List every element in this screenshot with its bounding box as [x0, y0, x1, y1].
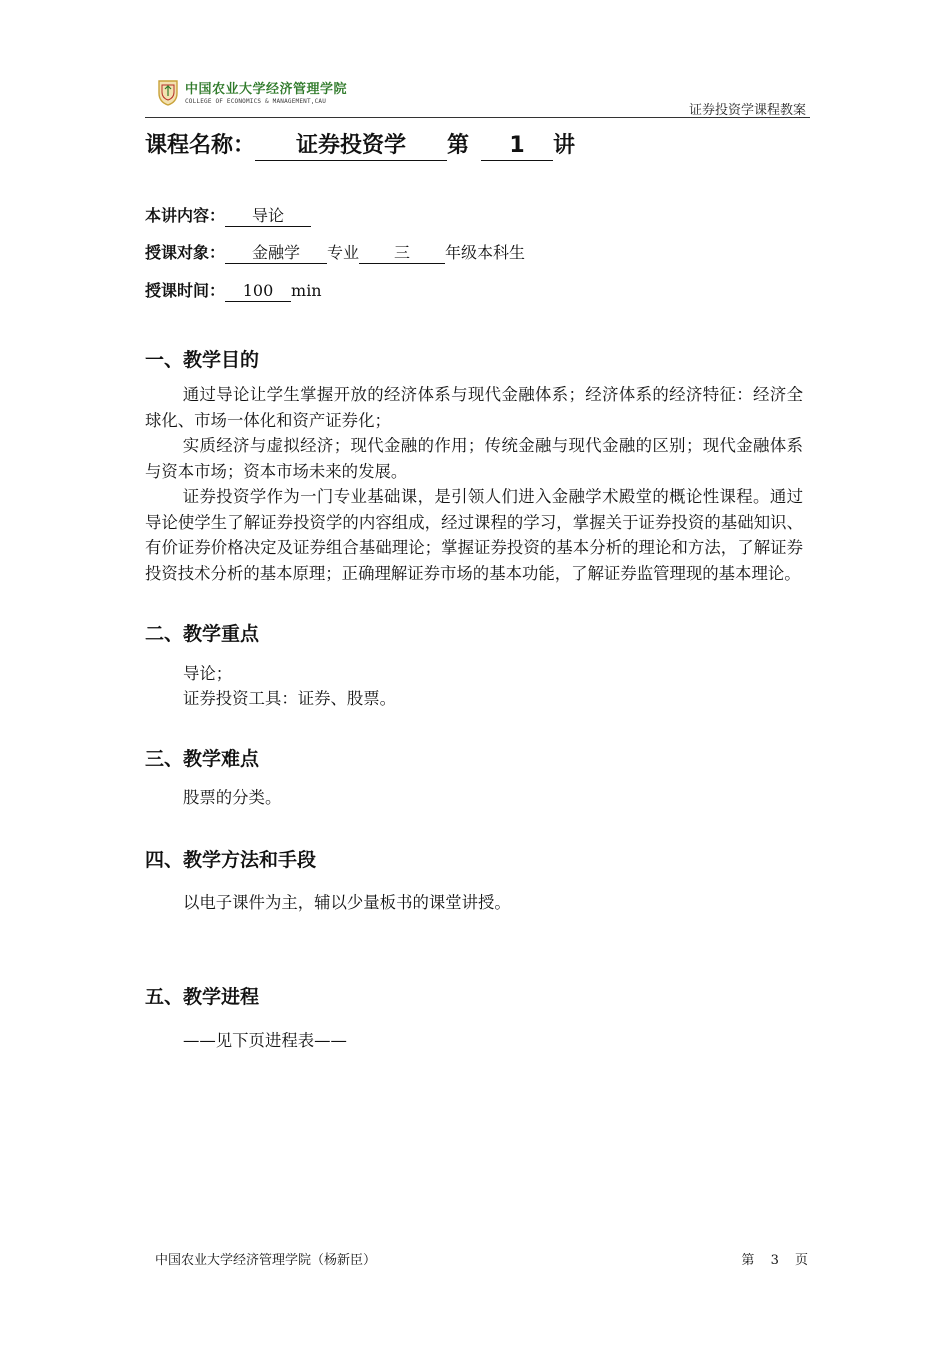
- lecture-time-field: [145, 278, 322, 302]
- lecture-suffix: 讲: [553, 133, 576, 158]
- audience-grade: 三: [359, 243, 445, 264]
- university-emblem-icon: [157, 78, 179, 106]
- audience-label: 授课对象：: [145, 243, 226, 262]
- document-label: 证券投资学课程教案: [688, 103, 806, 118]
- page-suffix: 页: [794, 1253, 808, 1268]
- content-label: 本讲内容：: [145, 206, 226, 225]
- course-name-label: 课程名称：: [145, 133, 256, 158]
- course-title-line: [145, 128, 575, 161]
- audience-major-suffix: 专业: [327, 243, 360, 262]
- lecture-prefix: 第: [447, 133, 470, 158]
- objectives-paragraph-1: 通过导论让学生掌握开放的经济体系与现代金融体系；经济体系的经济特征：经济全球化、市场一体化和资产证券化；: [145, 385, 803, 430]
- time-unit: min: [291, 281, 322, 300]
- page-header: [145, 72, 810, 120]
- section-methods-title: 四、教学方法和手段: [145, 849, 317, 871]
- section-key-points-title: 二、教学重点: [145, 623, 260, 645]
- header-divider: [145, 117, 810, 118]
- key-point-item: 导论；: [183, 664, 233, 683]
- progress-note: ——见下页进程表——: [183, 1031, 347, 1050]
- page-prefix: 第: [741, 1253, 755, 1268]
- lecture-number: 1: [481, 132, 553, 161]
- logo-chinese-text: 中国农业大学经济管理学院: [185, 82, 348, 97]
- key-point-item: 证券投资工具：证券、股票。: [183, 689, 397, 708]
- course-name-value: 证券投资学: [255, 132, 447, 161]
- method-item: 以电子课件为主，辅以少量板书的课堂讲授。: [183, 893, 511, 912]
- college-logo: [157, 76, 357, 110]
- logo-english-text: COLLEGE OF ECONOMICS & MANAGEMENT,CAU: [185, 98, 327, 105]
- section-objectives-title: 一、教学目的: [145, 349, 260, 371]
- audience-major: 金融学: [225, 243, 327, 264]
- section-difficulties-title: 三、教学难点: [145, 748, 260, 770]
- lecture-content-field: [145, 203, 311, 227]
- audience-grade-suffix: 年级本科生: [445, 243, 526, 262]
- content-value: 导论: [225, 206, 311, 227]
- difficulty-item: 股票的分类。: [183, 788, 282, 807]
- page-number-value: 3: [770, 1253, 779, 1268]
- objectives-paragraph-2: 实质经济与虚拟经济；现代金融的作用；传统金融与现代金融的区别；现代金融体系与资本市场；资本市场未来的发展。: [145, 436, 803, 481]
- objectives-paragraph-3: 证券投资学作为一门专业基础课，是引领人们进入金融学术殿堂的概论性课程。通过导论使学生了解证券投资学的内容组成，经过课程的学习，掌握关于证券投资的基础知识、有价证券价格决定及证券组合基础理论；掌握证券投资的基本分析的理论和方法，了解证券投资技术分析的基本原理；正确理解证券市场的基本功能，了解证券监管理现的基本理论。: [145, 487, 803, 583]
- audience-field: [145, 240, 525, 264]
- time-value: 100: [225, 281, 291, 302]
- time-label: 授课时间：: [145, 281, 226, 300]
- footer-author: 中国农业大学经济管理学院（杨新臣）: [155, 1253, 377, 1268]
- page-number: [741, 1249, 808, 1268]
- section-progress-title: 五、教学进程: [145, 986, 260, 1008]
